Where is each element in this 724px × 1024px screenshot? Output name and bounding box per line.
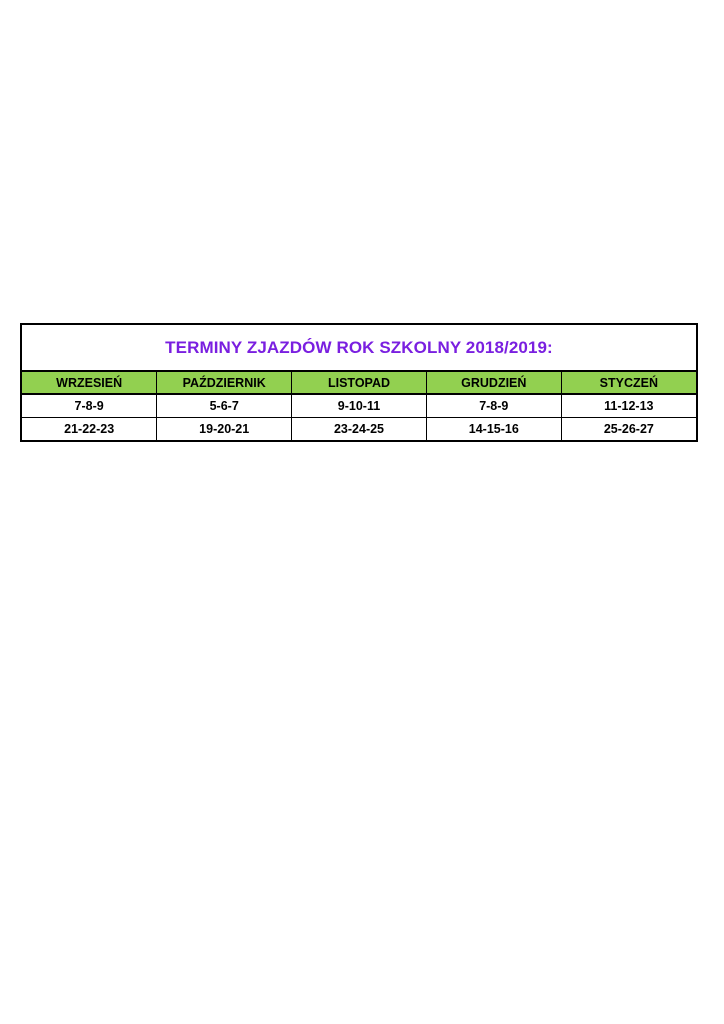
month-header-january: STYCZEŃ xyxy=(561,372,696,394)
date-cell: 25-26-27 xyxy=(561,418,696,441)
schedule-table-frame xyxy=(20,323,698,442)
month-header-november: LISTOPAD xyxy=(292,372,427,394)
date-cell: 5-6-7 xyxy=(157,394,292,418)
schedule-title: TERMINY ZJAZDÓW ROK SZKOLNY 2018/2019: xyxy=(165,337,553,357)
date-cell: 11-12-13 xyxy=(561,394,696,418)
date-cell: 7-8-9 xyxy=(22,394,157,418)
date-cell: 9-10-11 xyxy=(292,394,427,418)
date-cell: 23-24-25 xyxy=(292,418,427,441)
month-header-october: PAŹDZIERNIK xyxy=(157,372,292,394)
month-header-september: WRZESIEŃ xyxy=(22,372,157,394)
date-cell: 21-22-23 xyxy=(22,418,157,441)
date-cell: 19-20-21 xyxy=(157,418,292,441)
title-row xyxy=(22,325,696,372)
table-row xyxy=(22,418,696,441)
date-cell: 7-8-9 xyxy=(426,394,561,418)
date-cell: 14-15-16 xyxy=(426,418,561,441)
table-row xyxy=(22,394,696,418)
month-header-december: GRUDZIEŃ xyxy=(426,372,561,394)
schedule-grid xyxy=(22,372,696,440)
month-header-row xyxy=(22,372,696,394)
